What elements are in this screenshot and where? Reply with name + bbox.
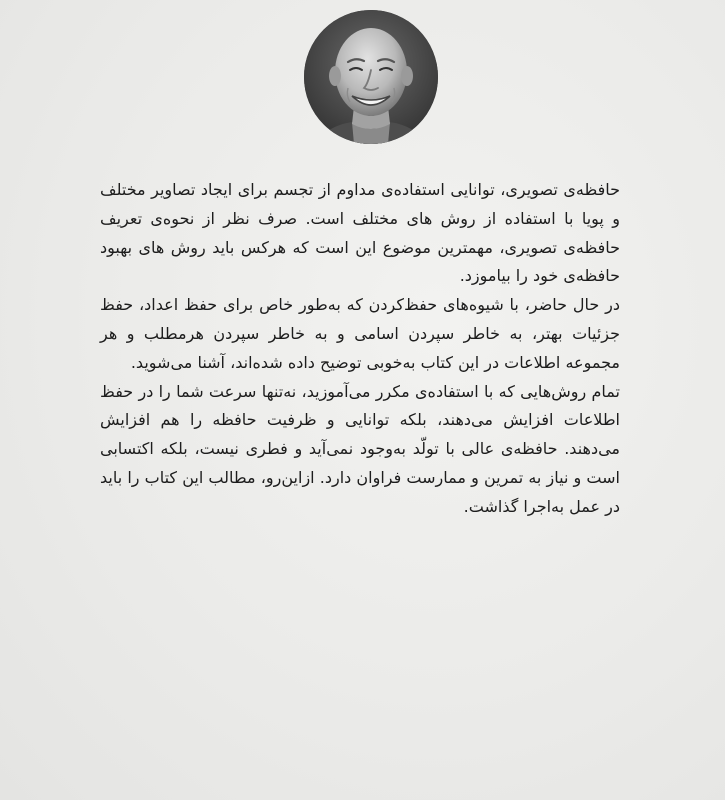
author-photo (304, 10, 438, 144)
blurb-paragraph: حافظه‌ی تصویری، توانایی استفاده‌ی مداوم از تجسم برای ایجاد تصاویر مختلف و پویا با استفاده از روش های مختلف است. صرف نظر از نحوه‌ی تعریف حافظه‌ی تصویری، مهمترین موضوع این است که هرکس باید روش های بهبود حافظه‌ی خود را بیاموزد. (100, 180, 620, 286)
blurb-paragraph: در حال حاضر، با شیوه‌های حفظ‌کردن که به‌طور خاص برای حفظ اعداد، حفظ جزئیات بهتر، به خاطر سپردن اسامی و به خاطر سپردن هرمطلب و هر مجموعه اطلاعات در این کتاب به‌خوبی توضیح داده شده‌اند، آشنا می‌شوید. (100, 295, 620, 372)
author-portrait-icon (304, 10, 438, 144)
back-cover-blurb (100, 176, 620, 522)
blurb-paragraph: تمام روش‌هایی که با استفاده‌ی مکرر می‌آموزید، نه‌تنها سرعت شما را در حفظ اطلاعات افزایش می‌دهند، بلکه توانایی و ظرفیت حافظه را هم افزایش می‌دهند. حافظه‌ی عالی با تولّد به‌وجود نمی‌آید و فطری نیست، بلکه اکتسابی است و نیاز به تمرین و ممارست فراوان دارد. ازاین‌رو، مطالب این کتاب را باید در عمل به‌اجرا گذاشت. (100, 381, 620, 516)
